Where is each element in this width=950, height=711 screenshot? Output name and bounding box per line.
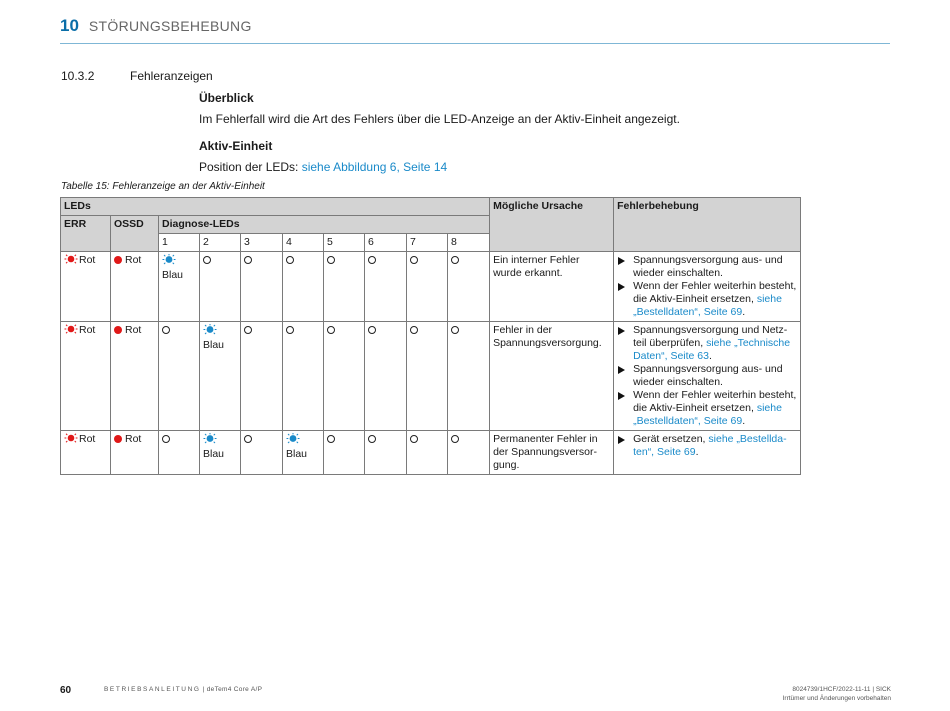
- table-row: [61, 431, 801, 475]
- fix-step: [617, 280, 797, 319]
- err-state-label: Rot: [79, 324, 96, 336]
- fix-step-text: Wenn der Fehler weiterhin besteht, die Aktiv-Einheit ersetzen,: [633, 389, 797, 414]
- led-off-icon: [410, 326, 418, 334]
- diag-led-cell: [283, 431, 324, 475]
- led-off-icon: [162, 326, 170, 334]
- ossd-cell: [111, 322, 159, 431]
- blue-led-label: Blau: [162, 269, 184, 281]
- bullet-triangle-icon: [618, 283, 625, 291]
- fix-step-text: Spannungsversorgung aus- und wieder einschalten.: [633, 363, 783, 388]
- led-off-icon: [327, 326, 335, 334]
- led-off-icon: [451, 435, 459, 443]
- led-off-icon: [203, 256, 211, 264]
- diag-header: Diagnose-LEDs: [159, 216, 490, 234]
- ossd-header: OSSD: [111, 216, 159, 252]
- red-led-icon: [114, 435, 122, 443]
- diag-led-cell: [159, 322, 200, 431]
- blue-flashing-led-icon: [162, 254, 176, 265]
- footer-product: | deTem4 Core A/P: [200, 686, 263, 693]
- red-flashing-led-icon: [64, 254, 78, 264]
- diag-led-cell: [241, 252, 283, 322]
- diag-led-cell: [159, 431, 200, 475]
- diag-led-number-header: 8: [448, 234, 490, 252]
- led-off-icon: [368, 326, 376, 334]
- diag-led-number-header: 3: [241, 234, 283, 252]
- err-state-label: Rot: [79, 254, 96, 266]
- fix-step-text: Spannungsversorgung und Netzteil überprüfen,: [633, 324, 788, 349]
- fix-cell: [614, 252, 801, 322]
- diag-led-cell: [200, 431, 241, 475]
- err-header: ERR: [61, 216, 111, 252]
- cause-cell: Fehler in der Spannungsversorgung.: [490, 322, 614, 431]
- chapter-title: STÖRUNGSBEHEBUNG: [88, 18, 252, 34]
- diag-led-cell: [365, 252, 407, 322]
- blue-led-label: Blau: [286, 448, 308, 460]
- diag-led-number-header: 7: [407, 234, 448, 252]
- led-off-icon: [286, 326, 294, 334]
- diag-led-cell: [407, 252, 448, 322]
- fix-header: Fehlerbehebung: [614, 198, 801, 252]
- led-off-icon: [410, 256, 418, 264]
- diag-led-cell: [283, 252, 324, 322]
- err-cell: [61, 252, 111, 322]
- table-row: [61, 322, 801, 431]
- bullet-triangle-icon: [618, 257, 625, 265]
- diag-led-cell: [324, 252, 365, 322]
- diag-led-cell: [200, 252, 241, 322]
- err-cell: [61, 431, 111, 475]
- header-divider: [60, 43, 890, 44]
- fix-cell: [614, 322, 801, 431]
- bullet-triangle-icon: [618, 436, 625, 444]
- section-number: 10.3.2: [61, 69, 95, 83]
- red-flashing-led-icon: [64, 433, 78, 443]
- table-caption: Tabelle 15: Fehleranzeige an der Aktiv-Einheit: [61, 181, 265, 192]
- red-led-icon: [114, 256, 122, 264]
- fix-steps-list: [617, 433, 797, 459]
- footer-reference: [783, 685, 891, 703]
- led-off-icon: [368, 435, 376, 443]
- unit-heading: Aktiv-Einheit: [199, 139, 273, 153]
- led-off-icon: [451, 326, 459, 334]
- diag-led-cell: [283, 322, 324, 431]
- fix-step: [617, 254, 797, 280]
- led-position-prefix: Position der LEDs:: [199, 160, 302, 174]
- fix-step-text: .: [742, 415, 746, 427]
- bullet-triangle-icon: [618, 392, 625, 400]
- blue-flashing-led-icon: [286, 433, 300, 444]
- led-off-icon: [327, 435, 335, 443]
- diag-led-cell: [448, 322, 490, 431]
- fix-step: [617, 389, 797, 428]
- led-off-icon: [244, 256, 252, 264]
- diag-led-number-header: 4: [283, 234, 324, 252]
- ossd-state-label: Rot: [125, 324, 142, 336]
- blue-led-label: Blau: [203, 448, 225, 460]
- led-position-text: [199, 160, 447, 174]
- page-header: [60, 16, 252, 36]
- led-off-icon: [244, 326, 252, 334]
- diag-led-cell: [407, 431, 448, 475]
- page-number: 60: [60, 685, 72, 696]
- fix-cell: [614, 431, 801, 475]
- diag-led-cell: [448, 431, 490, 475]
- cross-reference-link[interactable]: siehe „Bestelldaten“, Seite 69: [633, 402, 782, 427]
- led-off-icon: [368, 256, 376, 264]
- diag-led-cell: [159, 252, 200, 322]
- cause-cell: Ein interner Fehler wurde erkannt.: [490, 252, 614, 322]
- fix-step: [617, 363, 797, 389]
- red-led-icon: [114, 326, 122, 334]
- fix-step: [617, 433, 797, 459]
- fix-step-text: Spannungsversorgung aus- und wieder einschalten.: [633, 254, 783, 279]
- err-cell: [61, 322, 111, 431]
- err-state-label: Rot: [79, 433, 96, 445]
- diag-led-cell: [324, 322, 365, 431]
- diag-led-cell: [324, 431, 365, 475]
- ossd-state-label: Rot: [125, 433, 142, 445]
- diag-led-number-header: 1: [159, 234, 200, 252]
- red-flashing-led-icon: [64, 324, 78, 334]
- diag-led-cell: [241, 322, 283, 431]
- led-off-icon: [244, 435, 252, 443]
- footer-doc-type: BETRIEBSANLEITUNG: [104, 686, 201, 693]
- bullet-triangle-icon: [618, 327, 625, 335]
- diag-led-cell: [365, 322, 407, 431]
- overview-text: Im Fehlerfall wird die Art des Fehlers über die LED-Anzeige an der Aktiv-Einheit angezeigt.: [199, 112, 680, 126]
- led-off-icon: [162, 435, 170, 443]
- chapter-number: 10: [60, 16, 79, 35]
- ossd-state-label: Rot: [125, 254, 142, 266]
- diag-led-number-header: 5: [324, 234, 365, 252]
- bullet-triangle-icon: [618, 366, 625, 374]
- diag-led-number-header: 6: [365, 234, 407, 252]
- blue-led-label: Blau: [203, 339, 225, 351]
- table-row: [61, 252, 801, 322]
- fix-step-text: .: [742, 306, 746, 318]
- cross-reference-link[interactable]: siehe „Technische Daten“, Seite 63: [633, 337, 791, 362]
- ossd-cell: [111, 252, 159, 322]
- footer-document-label: [104, 686, 262, 693]
- fix-step-text: Gerät ersetzen,: [633, 433, 709, 445]
- cross-reference-link[interactable]: siehe „Bestelldaten“, Seite 69: [633, 433, 787, 458]
- cause-cell: Permanenter Fehler in der Spannungsversorgung.: [490, 431, 614, 475]
- fix-step-text: .: [695, 446, 699, 458]
- cross-reference-link[interactable]: siehe „Bestelldaten“, Seite 69: [633, 293, 782, 318]
- blue-flashing-led-icon: [203, 324, 217, 335]
- fix-step-text: Wenn der Fehler weiterhin besteht, die Aktiv-Einheit ersetzen,: [633, 280, 797, 305]
- led-position-link[interactable]: siehe Abbildung 6, Seite 14: [301, 160, 448, 174]
- fix-steps-list: [617, 324, 797, 428]
- led-off-icon: [286, 256, 294, 264]
- cause-header: Mögliche Ursache: [490, 198, 614, 252]
- error-display-table: [60, 197, 801, 475]
- led-off-icon: [410, 435, 418, 443]
- led-off-icon: [327, 256, 335, 264]
- diag-led-number-header: 2: [200, 234, 241, 252]
- footer-doc-ref: 8024739/1HCF/2022-11-11 | SICK: [792, 686, 891, 693]
- blue-flashing-led-icon: [203, 433, 217, 444]
- fix-step-text: .: [708, 350, 712, 362]
- leds-header: LEDs: [61, 198, 490, 216]
- footer-disclaimer: Irrtümer und Änderungen vorbehalten: [782, 695, 891, 702]
- fix-step: [617, 324, 797, 363]
- fix-steps-list: [617, 254, 797, 319]
- diag-led-cell: [448, 252, 490, 322]
- led-off-icon: [451, 256, 459, 264]
- overview-heading: Überblick: [199, 91, 254, 105]
- diag-led-cell: [365, 431, 407, 475]
- diag-led-cell: [407, 322, 448, 431]
- diag-led-cell: [200, 322, 241, 431]
- section-title: Fehleranzeigen: [130, 69, 213, 83]
- diag-led-cell: [241, 431, 283, 475]
- ossd-cell: [111, 431, 159, 475]
